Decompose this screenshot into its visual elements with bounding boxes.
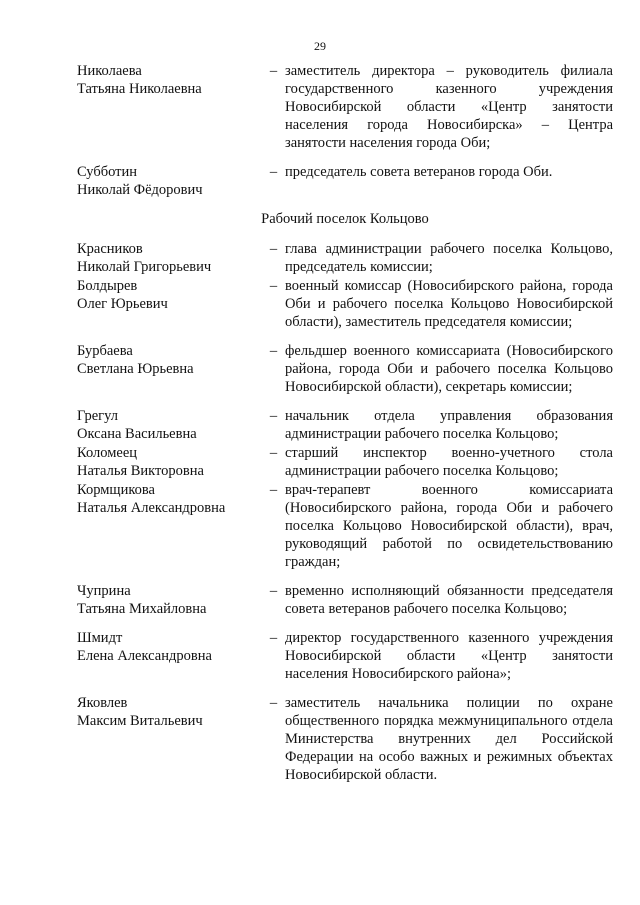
list-item — [77, 342, 613, 396]
member-position: заместитель директора – руководитель филиала государственного казенного учреждения Новосибирской области «Центр занятости населения города Новосибирска» – Центра занятости населения города Оби; — [285, 63, 613, 151]
dash-separator: – — [269, 164, 278, 180]
member-position: временно исполняющий обязанности председателя совета ветеранов рабочего поселка Кольцово; — [285, 583, 613, 617]
list-item — [77, 481, 613, 571]
member-surname: Бурбаева — [77, 343, 133, 359]
list-item — [77, 444, 613, 480]
member-name — [77, 444, 262, 480]
member-position: директор государственного казенного учреждения Новосибирской области «Центр занятости населения Новосибирского района»; — [285, 630, 613, 682]
member-surname: Красников — [77, 241, 143, 257]
list-item — [77, 694, 613, 784]
member-name — [77, 629, 262, 683]
member-given-names: Елена Александровна — [77, 648, 212, 664]
member-name — [77, 407, 262, 443]
member-given-names: Оксана Васильевна — [77, 426, 197, 442]
list-item — [77, 163, 613, 199]
member-surname: Болдырев — [77, 278, 138, 294]
member-given-names: Наталья Александровна — [77, 500, 226, 516]
member-name — [77, 62, 262, 152]
member-given-names: Николай Фёдорович — [77, 182, 203, 198]
dash-separator: – — [269, 343, 278, 359]
member-position: врач-терапевт военного комиссариата (Новосибирского района, города Оби и рабочего поселка Кольцово Новосибирской области), врач, руководящий работой по освидетельствованию граждан; — [285, 482, 613, 570]
member-surname: Кормщикова — [77, 482, 155, 498]
list-item — [77, 582, 613, 618]
dash-separator: – — [269, 445, 278, 461]
member-given-names: Максим Витальевич — [77, 713, 203, 729]
dash-separator: – — [269, 278, 278, 294]
dash-separator: – — [269, 482, 278, 498]
member-position: начальник отдела управления образования администрации рабочего поселка Кольцово; — [285, 408, 613, 442]
member-name — [77, 240, 262, 276]
member-name — [77, 582, 262, 618]
member-given-names: Татьяна Николаевна — [77, 81, 202, 97]
commission-list — [77, 62, 613, 785]
dash-separator: – — [269, 695, 278, 711]
member-name — [77, 694, 262, 784]
list-item — [77, 407, 613, 443]
member-surname: Субботин — [77, 164, 138, 180]
list-item — [77, 240, 613, 276]
member-name — [77, 277, 262, 331]
member-given-names: Николай Григорьевич — [77, 259, 212, 275]
member-position: старший инспектор военно-учетного стола администрации рабочего поселка Кольцово; — [285, 445, 613, 479]
member-surname: Грегул — [77, 408, 118, 424]
section-title: Рабочий поселок Кольцово — [261, 211, 429, 227]
dash-separator: – — [269, 583, 278, 599]
page-number: 29 — [314, 39, 326, 53]
dash-separator: – — [269, 63, 278, 79]
member-position: председатель совета ветеранов города Оби. — [285, 164, 553, 180]
member-surname: Николаева — [77, 63, 142, 79]
member-name — [77, 481, 262, 571]
list-item — [77, 629, 613, 683]
member-surname: Коломеец — [77, 445, 138, 461]
member-position: военный комиссар (Новосибирского района, города Оби и рабочего поселка Кольцово Новосибирской области), заместитель председателя комиссии; — [285, 278, 613, 330]
member-surname: Шмидт — [77, 630, 123, 646]
dash-separator: – — [269, 630, 278, 646]
list-item — [77, 277, 613, 331]
member-position: фельдшер военного комиссариата (Новосибирского района, города Оби и рабочего поселка Кольцово Новосибирской области), секретарь комиссии; — [285, 343, 613, 395]
member-position: глава администрации рабочего поселка Кольцово, председатель комиссии; — [285, 241, 613, 275]
member-given-names: Олег Юрьевич — [77, 296, 168, 312]
member-given-names: Наталья Викторовна — [77, 463, 204, 479]
dash-separator: – — [269, 408, 278, 424]
dash-separator: – — [269, 241, 278, 257]
member-name — [77, 163, 262, 199]
member-given-names: Светлана Юрьевна — [77, 361, 194, 377]
member-surname: Чуприна — [77, 583, 131, 599]
member-name — [77, 342, 262, 396]
member-surname: Яковлев — [77, 695, 128, 711]
member-given-names: Татьяна Михайловна — [77, 601, 207, 617]
list-item — [77, 62, 613, 152]
member-position: заместитель начальника полиции по охране общественного порядка межмуниципального отдела Министерства внутренних дел Российской Федерации на особо важных и режимных объектах Новосибирской области. — [285, 695, 613, 783]
